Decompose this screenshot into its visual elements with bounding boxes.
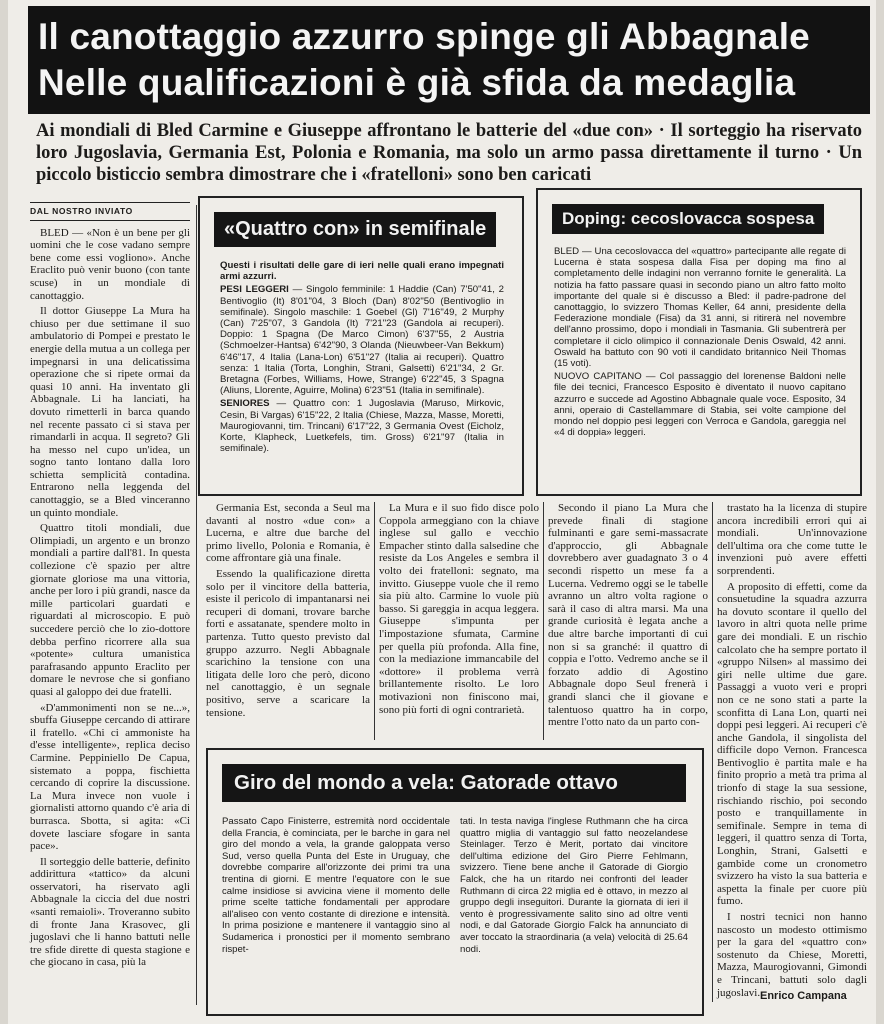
results-section [220, 398, 504, 454]
paragraph: Quattro titoli mondiali, due Olimpiadi, un argento e un bronzo mondiali a partire dall'81. In questa collezione c'è spazio per altre giornate gloriose ma una vittoria, anche per loro i più grandi, nasce da mille particolari guardati e riguardati al microscopio. E può succedere perciò che lo zio-dottore debba perfino ricorrere alla sua «potente» cultura umanistica parafrasando appunto Eraclito per domare le nevrose che si gonfiano quasi al galoppo dei due fratelli. [30, 522, 190, 698]
paragraph: trastato ha la licenza di stupire ancora incredibili errori qui ai mondiali. Un'innovazione dell'ultima ora che come tutte le invenzioni può avere effetti sorprendenti. [717, 502, 867, 577]
results-box-title: «Quattro con» in semifinale [214, 212, 496, 247]
results-section-text: — Singolo femminile: 1 Haddie (Can) 7'50"41, 2 Bentivoglio (It) 8'01"04, 3 Bloch (Dan) 8'02"50 (Bentivoglio in semifinale). Singolo maschile: 1 Goebel (Gl) 7'16"49, 2 Murphy (Can) 7'25"07, 3 Gandola (It) 7'21"23 (Gandola ai recuperi). Doppio: 1 Spagna (De Marco Cimon) 6'37"55, 2 Austria (Schmoelzer-Hantsa) 6'42"90, 3 Olanda (Nieuwbeer-Van Bekkum) 6'46"17, 4 Italia (Lana-Lon) 6'51"27 (Italia ai recuperi). Quattro senza: 1 Italia (Torta, Longhin, Strani, Galsetti) 6'21"34, 2 Gr. Bretagna (Forbes, Williams, Howe, Strange) 6'22"45, 3 Spagna (Aliuns, Llorente, Aguirre, Molina) 6'23"51 (Italia in semifinale). [220, 284, 504, 397]
results-box-text [220, 260, 504, 486]
results-section-label: PESI LEGGERI [220, 284, 289, 296]
paragraph: Il dottor Giuseppe La Mura ha chiuso per due settimane il suo ambulatorio di Pompei e prestato le energie della mutua a un collega per impegnarsi in una delicatissima operazione che si ripete ormai da quasi 10 anni. Ha inventato gli Abbagnale. Li ha lanciati, ha dovuto rimetterli in barca quando nel recente passato ci si stava per rimandarli in acqua. Il segreto? Gli ha messo nel cupo un'idea, un sogno tanto lontano dalla loro schietta semplicità contadina. Entrarono nella leggenda del canottaggio, se a Bled vinceranno un quinto mondiale. [30, 305, 190, 519]
paragraph: Essendo la qualificazione diretta solo per il vincitore della batteria, esiste il pericolo di impantanarsi nei recuperi di domani, trovare barche forti e assatanate, spendere molto in partenza. Tutto questo previsto dal gruppo azzurro. Negli Abbagnale scarichino la tensione con una litigata delle loro che però, dicono nel canottaggio, è un segnale positivo, serve a scaricare la tensione. [206, 567, 370, 719]
author-signature: Enrico Campana [760, 990, 847, 1002]
doping-box [536, 188, 862, 496]
article-column-3 [379, 502, 539, 742]
sailing-box [206, 748, 704, 1016]
article-column-2 [206, 502, 370, 742]
paragraph: A proposito di effetti, come da consuetudine la squadra azzurra ha dovuto scontare il quello del lavoro in altri quota nelle prime gare dei mondiali. E un rischio calcolato che ha sempre portato il «gruppo Nilsen» al massimo dei giri nelle ultime due gare. Passaggi a vuoto veri e propri non ce ne sono stati a parte la sconfitta di Lana Lon, quarti nei doppi pesi leggeri. Ai recuperi c'è anche Gandola, il singolista del difficile dopo Vernon. Francesca Bentivoglio è partita male e ha finito proprio a metà tra prima al trionfo di stage la sua sessione, rischiando rischio, poi secondo posto e tranquillamente in semifinale. Sempre in tema di leggeri, il quattro senza di Torta, Longhin, Strani, Galsetti e gambide come un cronometro svizzero ha visto la sua batteria e aspetta la finale per cuore più fumo. [717, 580, 867, 908]
subheadline: Ai mondiali di Bled Carmine e Giuseppe affrontano le batterie del «due con» · Il sorteggio ha riservato loro Jugoslavia, Germania Est, Polonia e Romania, ma solo un armo passa direttamente il turno · Un piccolo bisticcio sembra dimostrare che i «fratelloni» sono ben caricati [36, 121, 862, 185]
byline: DAL NOSTRO INVIATO [30, 202, 190, 221]
column-divider [196, 205, 197, 1005]
results-box [198, 196, 524, 496]
paragraph: Germania Est, seconda a Seul ma davanti al nostro «due con» a Lucerna, e altre due barche del primo livello, Polonia e Romania, è come affrontare già una finale. [206, 502, 370, 565]
doping-box-title: Doping: cecoslovacca sospesa [552, 204, 824, 234]
sailing-column-2: tati. In testa naviga l'inglese Ruthmann che ha circa quattro miglia di vantaggio sul fatto neozelandese Steinlager. Terzo è Merit, portato dai vincitore dell'ultima edizione del Giro Pierre Fehlmann, svizzero. Tiene bene anche il Gatorade di Giorgio Falck, che ha un ritardo nei confronti del leader Ruthmann di circa 22 miglia ed è ottavo, in mezzo al gruppo degli inseguitori. Durante la giornata di ieri il vento è progressivamente salito sino ad oltre venti nodi, e dal Gatorade Giorgio Falck ha annunciato di aver toccato la straordinaria (a vela) velocità di 25.64 nodi. [460, 816, 688, 955]
paragraph: «D'ammonimenti non se ne...», sbuffa Giuseppe cercando di attirare il fratello. «Chi ci ammoniste ha d'esse intelligente», replica deciso Carmine. Peppiniello De Capua, sistemato a poppa, fischietta cercando di coprire la discussione. La Mura invece non vuole i giornalisti attorno quando c'è aria di burrasca. Sbotta, si agita: «Ci dovete lasciare sfogare in santa pace». [30, 701, 190, 853]
headline-line-2: Nelle qualificazioni è già sfida da medaglia [38, 62, 796, 103]
paragraph: Secondo il piano La Mura che prevede finali di stagione fulminanti e gare semi-massacrate d'approccio, gli Abbagnale dovrebbero aver guadagnato 3 o 4 secondi rispetto un mese fa a Lucerna. Vedremo oggi se le tabelle avranno un altro volta ragione o sarà il caso di altra marsi. Ma una grande curiosità è legata anche a due altre barche importanti di cui non si sa granché: il quattro di coppia e l'otto. Vedremo anche se il forzato addio di Agostino Abbagnale dopo Seul frenerà i grandi slanci che il giovane e talentuoso quattro ha in corpo, mentre l'otto nato da un parto con- [548, 502, 708, 729]
headline-banner [28, 6, 870, 114]
results-section-label: SENIORES [220, 398, 270, 410]
sailing-box-title: Giro del mondo a vela: Gatorade ottavo [222, 764, 686, 802]
sailing-column-1: Passato Capo Finisterre, estremità nord occidentale della Francia, è cominciata, per le barche in gara nel giro del mondo a vela, la grande galoppata verso Sud, verso quella Punta del Este in Uruguay, che dovrebbe comparire all'orizzonte dei primi tra una trentina di giorni. E mentre l'equatore con le sue calme insidiose si avvicina viene il momento delle prime scelte tattiche fondamentali per approdare all'aliseo con vento costante di direzione e intensità. In prima posizione e mantenere il vantaggio sino al Sudamerica i pronostici per il momento sembrano rispet- [222, 816, 450, 955]
column-divider [712, 502, 713, 1002]
newspaper-page [8, 0, 876, 1024]
doping-paragraph: BLED — Una cecoslovacca del «quattro» partecipante alle regate di Lucerna è stata sospesa dalla Fisa per doping ma fino al completamento delle indagini non verranno fornite le generalità. La notizia ha fatto passare quasi in secondo piano un altro fatto molto importante del quale si è discusso a Bled: il padre-padrone del canottaggio, lo svizzero Thomas Keller, 64 anni, presidente della Federazione mondiale (Fisa) da 31 anni, si ritirerà nel novembre dell'anno prossimo, dopo i mondiali in Tasmania. Gli subentrerà per completare il ciclo olimpico il connazionale Denis Oswald, 42 anni. Oswald ha battuto con 90 voti il candidato britannico Neil Thomas (15 voti). [554, 246, 846, 370]
results-intro: Questi i risultati delle gare di ieri nelle quali erano impegnati armi azzurri. [220, 260, 504, 283]
headline-line-1: Il canottaggio azzurro spinge gli Abbagnale [38, 16, 810, 57]
results-section-text: — Quattro con: 1 Jugoslavia (Maruso, Mirkovic, Cesin, Bi Vargas) 6'15"22, 2 Italia (Chiese, Mazza, Masse, Moretti, Maurogiovanni, tim. Trincani) 6'17"22, 3 Germania Ovest (Eicholz, Korte, Klapheck, Luetkefels, tim. Gross) 6'21"97 (Italia in semifinale). [220, 398, 504, 455]
paragraph: La Mura e il suo fido disce polo Coppola armeggiano con la chiave inglese sul gallo e vecchio Empacher stinto dalla salsedine che resiste da Los Angeles e sembra il volto dei fratelloni: segnato, ma invitto. Giuseppe vuole che il remo sia più alto. Carmine lo vuole più basso. Si gareggia in acqua leggera. Giuseppe s'impunta per l'impostazione sfumata, Carmine per quella più profonda. Alla fine, con la mediazione immancabile del «dottore» il problema verrà brillantemente risolto. Le loro motivazioni non finiscono mai, sono più forti di ogni contrarietà. [379, 502, 539, 716]
paragraph: I nostri tecnici non hanno nascosto un modesto ottimismo per la gara del «quattro con» sostenuto da Chiese, Moretti, Mazza, Maurogiovanni, Gimondi e Trincani, battuti solo dagli jugoslavi. [717, 911, 867, 999]
column-divider [374, 502, 375, 740]
doping-box-text [554, 246, 846, 484]
article-column-4 [548, 502, 708, 742]
paragraph: Il sorteggio delle batterie, definito addirittura «tattico» da alcuni osservatori, ha riservato agli Abbagnale la ciccia del due nostri «santi remaioli». Troveranno subito di fronte Jana Krasovec, gli jugoslavi che li hanno battuti nelle tre sfide dirette di questa stagione e che giocano in casa, più la [30, 855, 190, 969]
article-column-1 [30, 202, 190, 1012]
results-section [220, 284, 504, 396]
doping-paragraph: NUOVO CAPITANO — Col passaggio del lorenense Baldoni nelle file dei tecnici, Francesco Esposito è diventato il nuovo capitano azzurro e succede ad Agostino Abbagnale quale voce. Esposito, 34 anni, operaio di Castellammare di Stabia, sei volte campione del mondo nel doppio pesi leggeri con Verroca e Gandola, gareggia nel «4 di doppia» leggeri. [554, 371, 846, 439]
column-divider [543, 502, 544, 740]
paragraph: BLED — «Non è un bene per gli uomini che le cose vadano sempre bene come essi vogliono». Anche Eraclito può venir buono (con tante scuse) in un mondiale di canottaggio. [30, 226, 190, 302]
